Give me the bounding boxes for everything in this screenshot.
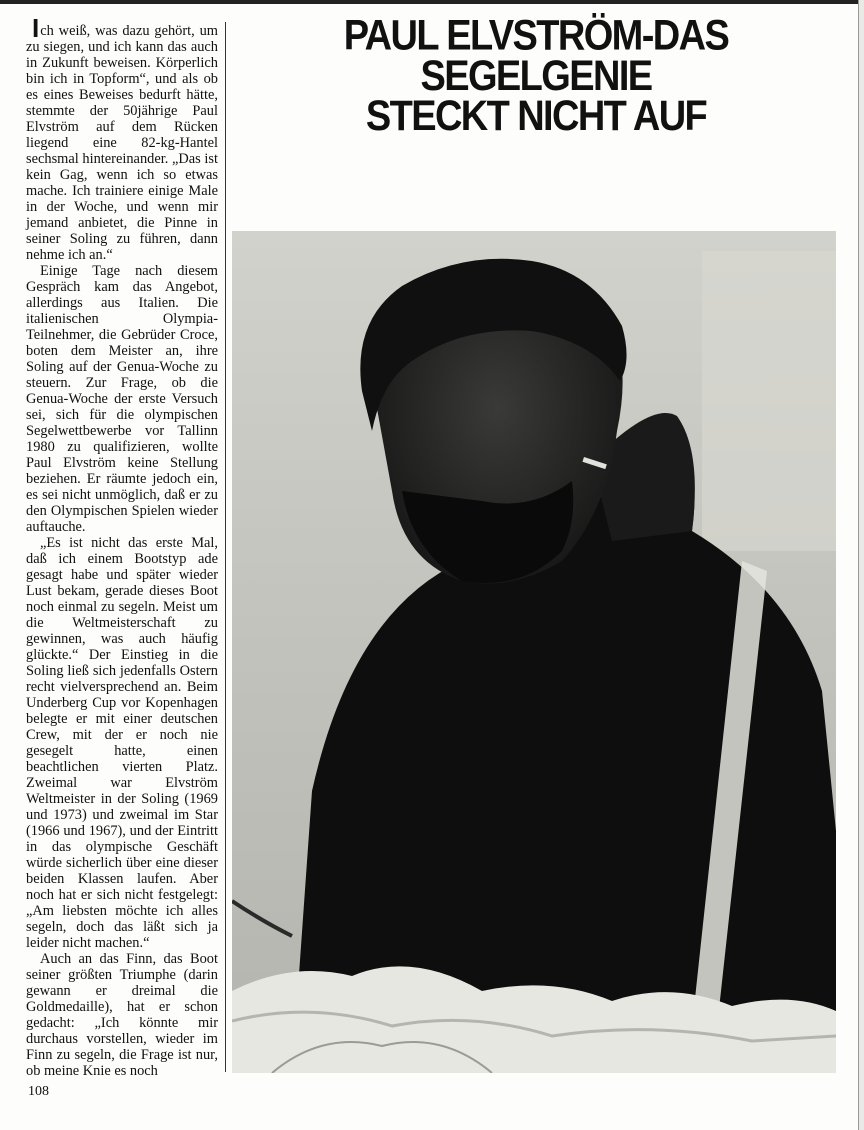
article-paragraph-4: Auch an das Finn, das Boot seiner größten Triumphe (darin gewann er dreimal die Goldmedaille), hat er schon gedacht: „Ich könnte mir durchaus vorstellen, wieder im Finn zu segeln, die Frage ist nur, ob meine Knie es noch <box>26 951 218 1079</box>
page-edge <box>858 0 864 1130</box>
page-number: 108 <box>28 1084 49 1099</box>
column-divider <box>225 22 226 1072</box>
drop-cap: I <box>32 13 40 43</box>
headline <box>232 12 840 141</box>
paragraph-text: ch weiß, was dazu gehört, um zu siegen, und ich kann das auch in Zukunft beweisen. Körperlich bin ich in Topform“, und als ob es eines Beweises bedurft hätte, stemmte der 50jährige Paul Elvström auf dem Rücken liegend eine 82-kg-Hantel sechsmal hintereinander. „Das ist kein Gag, wenn ich so etwas mache. Ich trainiere einige Male in der Woche, und wenn mir jemand anbietet, die Pinne in seiner Soling zu führen, dann nehme ich an.“ <box>26 23 218 263</box>
headline-line-2: STECKT NICHT AUF <box>365 93 707 141</box>
portrait-illustration <box>232 231 836 1073</box>
top-rule <box>0 0 864 4</box>
portrait-photo <box>232 231 836 1073</box>
article-paragraph-1 <box>26 13 218 263</box>
headline-line-1: PAUL ELVSTRÖM-DAS SEGELGENIE <box>343 12 729 100</box>
article-paragraph-2: Einige Tage nach diesem Gespräch kam das Angebot, allerdings aus Italien. Die italienischen Olympia-Teilnehmer, die Gebrüder Croce, boten dem Meister an, ihre Soling auf der Genua-Woche zu steuern. Zur Frage, ob die Genua-Woche der erste Versuch sei, sich für die olympischen Segelwettbewerbe vor Tallinn 1980 zu qualifizieren, wollte Paul Elvström keine Stellung beziehen. Er räumte jedoch ein, es sei nicht unmöglich, daß er zu den Olympischen Spielen wieder auftauche. <box>26 263 218 535</box>
article-column <box>26 13 218 1079</box>
article-paragraph-3: „Es ist nicht das erste Mal, daß ich einem Bootstyp ade gesagt habe und später wieder Lust bekam, gerade dieses Boot noch einmal zu segeln. Meist um die Weltmeisterschaft zu gewinnen, was auch häufig glückte.“ Der Einstieg in die Soling ließ sich jedenfalls Ostern recht vielversprechend an. Beim Underberg Cup vor Kopenhagen belegte er mit einer deutschen Crew, mit der er noch nie gesegelt hatte, einen beachtlichen vierten Platz. Zweimal war Elvström Weltmeister in der Soling (1969 und 1973) und zweimal im Star (1966 und 1967), und der Eintritt in das olympische Geschäft würde sicherlich über eine dieser beiden Klassen laufen. Aber noch hat er sich nicht festgelegt: „Am liebsten möchte ich alles segeln, doch das läßt sich ja leider nicht machen.“ <box>26 535 218 951</box>
